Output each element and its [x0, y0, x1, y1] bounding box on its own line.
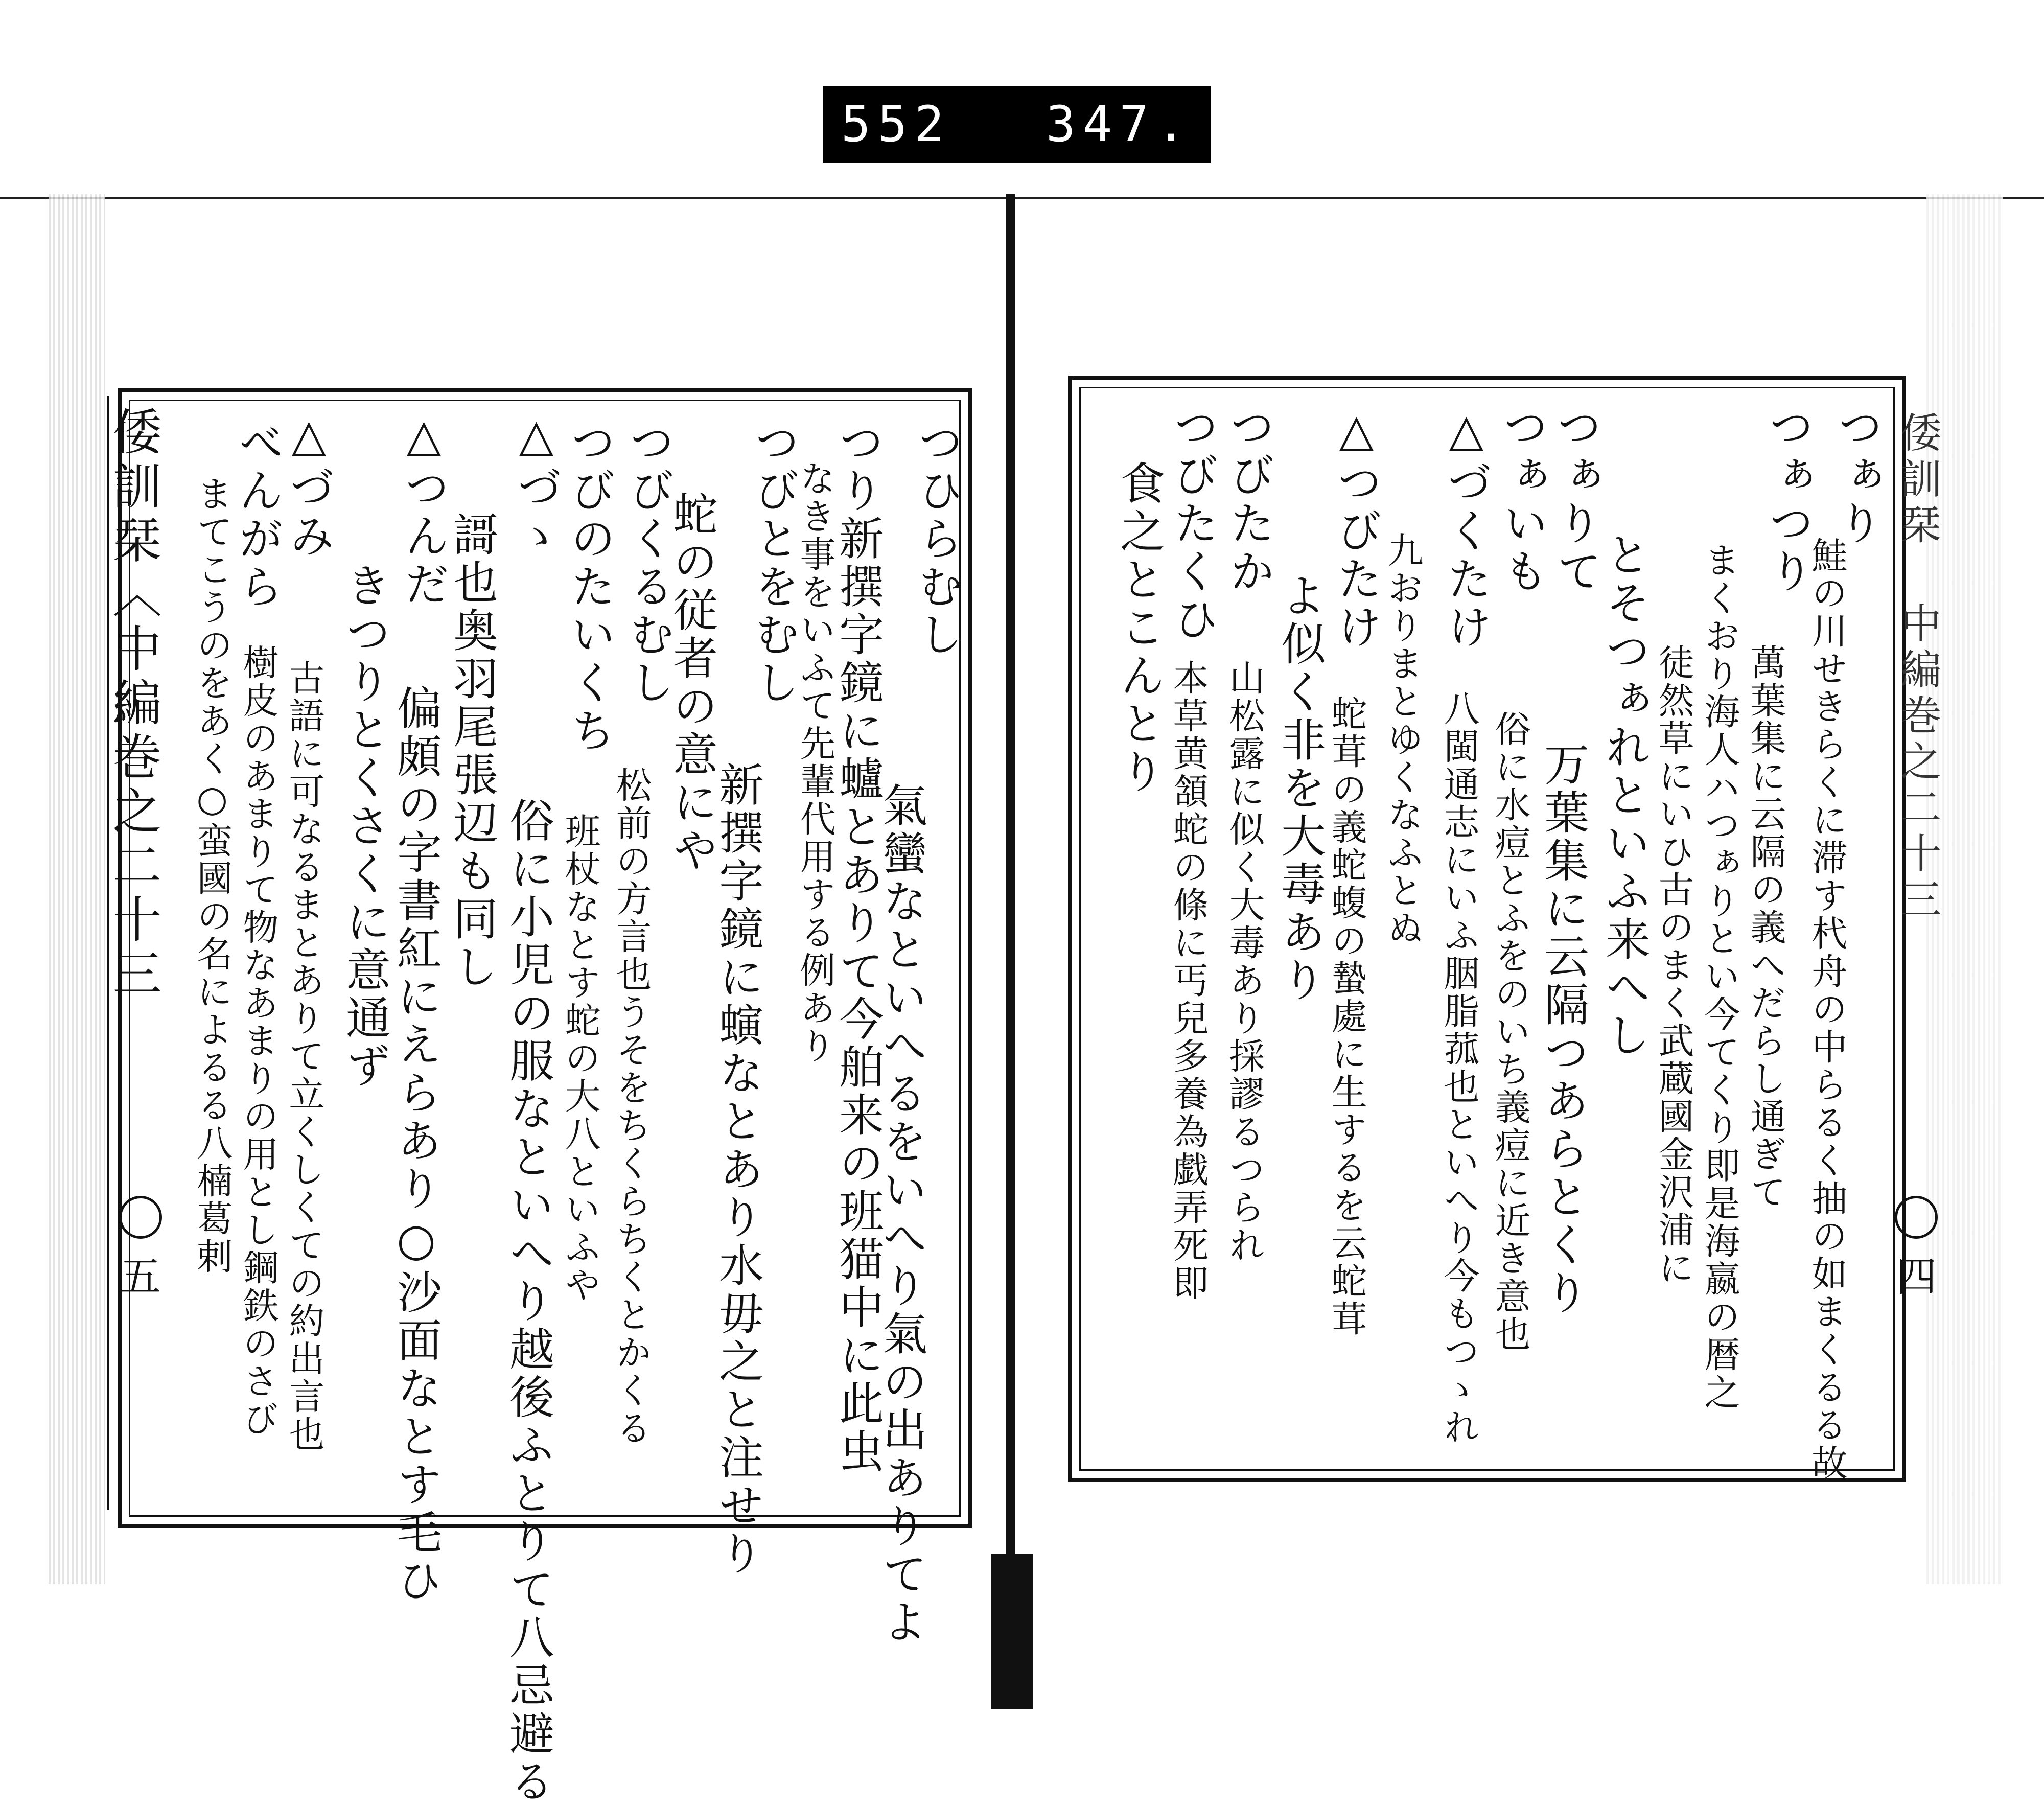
- right-column: 山松露に似く大毒あり採謬るつられ: [1223, 659, 1265, 1264]
- left-column: 樹皮のあまりて物なあまりの用とし鋼鉄のさび: [237, 644, 279, 1438]
- right-page-hashira: 倭訓栞 中編巻之二十三: [1894, 411, 1941, 924]
- left-column: 松前の方言也うそをちくらちくとかくる: [610, 767, 652, 1447]
- folio-circle-icon: [119, 1196, 162, 1239]
- left-column: 古語に可なるまとありて立くしくての約出言也: [283, 659, 325, 1453]
- right-column: 萬葉集に云隔の義へだらし通ぎて: [1745, 644, 1786, 1211]
- left-column: つひらむし: [911, 419, 964, 659]
- left-column: 蛇の従者の意にや: [666, 491, 718, 875]
- right-column: 九おりまとゆくなふとぬ: [1382, 531, 1424, 947]
- left-page-hashira: 倭訓栞〈中編巻之二十三: [107, 396, 169, 1510]
- right-page-folio: [1893, 1196, 1939, 1303]
- right-column: 鮭の川せきらくに滞す杙舟の中らるく抽の如まくるる故: [1806, 537, 1848, 1482]
- right-column: 八閩通志にいふ胭脂菰也といへり今もつゝれ: [1438, 690, 1480, 1446]
- right-column: まくおり海人ハつぁりとい今てくり即是海嬴の暦之: [1699, 542, 1740, 1411]
- binding-gutter: [1006, 194, 1015, 1584]
- left-column: △つんだ: [398, 409, 450, 609]
- right-column: △づくたけ: [1440, 404, 1493, 652]
- left-page-edges: [49, 194, 105, 1584]
- left-page-folio: [118, 1196, 164, 1303]
- folio-circle-icon: [1895, 1196, 1938, 1239]
- right-column: 俗に水痘とふをのいち義痘に近き意也: [1489, 710, 1531, 1353]
- right-column: つびたくひ: [1167, 404, 1219, 644]
- left-column: 偏頗の字書紅にえらあり○沙面なとす毛ひ: [390, 685, 443, 1605]
- left-column: 氣蠻なといへるをいへり氣の出ありてよ: [875, 782, 928, 1647]
- page-number-right: 347.: [1046, 96, 1193, 153]
- right-column: 食之とこんとり: [1113, 460, 1166, 796]
- left-column: つり新撰字鏡に蠦とありて今舶来の班猫中に此虫: [832, 419, 885, 1476]
- left-column: つびのたいくち: [564, 419, 616, 755]
- right-column: △つびたけ: [1330, 404, 1383, 652]
- right-column: つぁりて: [1550, 404, 1602, 596]
- right-column: 蛇茸の義蛇蝮の蟄處に生するを云蛇茸: [1326, 695, 1367, 1338]
- right-folio-number: 四: [1896, 1253, 1937, 1301]
- leaf-top-edge: [0, 197, 2044, 199]
- page-number-left: 552: [841, 96, 951, 153]
- left-column: 新撰字鏡に螾なとあり水毋之と注せり: [712, 761, 764, 1578]
- left-column: なき事をいふて先輩代用する例あり: [794, 460, 836, 1065]
- left-column: 謌也奥羽尾張辺も同し: [446, 511, 499, 991]
- left-column: きつりとくさくに意通ず: [339, 562, 391, 1091]
- right-column: つびたか: [1223, 404, 1275, 596]
- left-column: △づゝ: [510, 409, 563, 561]
- right-column: よ似く非を大毒あり: [1274, 572, 1327, 1005]
- right-column: 本草黄頷蛇の條に丐兒多養為戯弄死即: [1167, 659, 1209, 1302]
- left-column: つびとをむし: [748, 419, 800, 707]
- left-column: 班杖なとす蛇の大八といふや: [559, 813, 601, 1304]
- gutter-tab: [991, 1554, 1033, 1709]
- left-column: 俗に小児の服なといへり越後ふとりて八忌避る: [502, 797, 555, 1806]
- right-column: つぁいも: [1496, 404, 1549, 596]
- left-column: つびくるむし: [622, 419, 675, 707]
- right-column: 万葉集に云隔つあらとくり: [1537, 741, 1590, 1317]
- right-column: つぁり: [1831, 404, 1884, 548]
- right-column: つぁつり: [1762, 404, 1815, 596]
- left-column: べんがら: [231, 419, 284, 611]
- left-column: まてこうのをあく○蛮國の名によるる八楠葛剌: [191, 475, 233, 1276]
- right-column: 徒然草にいひ古のまく武蔵國金沢浦に: [1653, 644, 1694, 1287]
- page-number-strip: [823, 86, 1211, 163]
- left-folio-number: 五: [120, 1253, 161, 1301]
- right-column: とそつぁれといふ来へし: [1598, 531, 1651, 1060]
- left-column: △づみ: [283, 409, 335, 561]
